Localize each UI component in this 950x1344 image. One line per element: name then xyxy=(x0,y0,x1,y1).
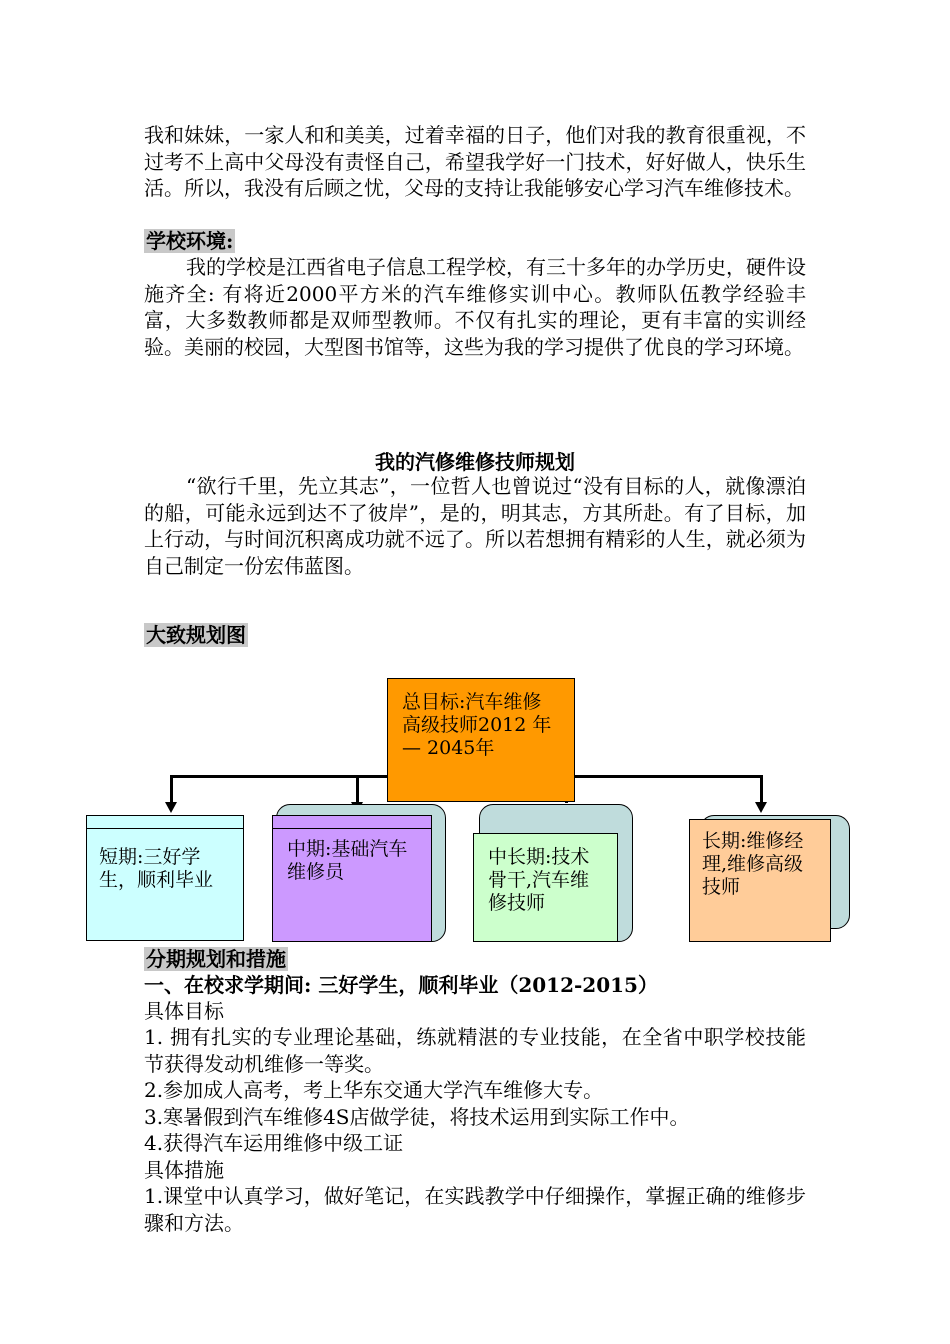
mid-term-text: 中期:基础汽车维修员 xyxy=(287,838,408,883)
school-paragraph: 我的学校是江西省电子信息工程学校，有三十多年的办学历史，硬件设施齐全: 有将近2000平方米的汽车维修实训中心。教师队伍教学经验丰富，大多数教师都是双师型教师。不仅有扎实的理论，更有丰富的实训经验。美丽的校园，大型图书馆等，这些为我的学习提供了优良的学习环境。 xyxy=(144,255,806,359)
goal-box xyxy=(387,678,575,802)
connector-mid xyxy=(356,775,359,803)
plan-title: 我的汽修维修技师规划 xyxy=(375,450,575,474)
school-heading: 学校环境: xyxy=(146,229,234,253)
goals-list xyxy=(144,1024,806,1236)
short-term-text: 短期:三好学生，顺利毕业 xyxy=(99,846,214,891)
chart-heading-line xyxy=(144,622,806,649)
chart-heading: 大致规划图 xyxy=(146,623,246,647)
long-term-text: 长期:维修经理,维修高级技师 xyxy=(702,830,804,898)
arrow-short xyxy=(165,802,177,813)
phase-heading-line xyxy=(144,946,806,973)
connector-short xyxy=(170,775,173,803)
phase1-title: 一、在校求学期间: 三好学生，顺利毕业（2012-2015） xyxy=(144,973,658,997)
short-term-band xyxy=(87,816,243,829)
short-term-box xyxy=(86,815,244,941)
intro-paragraph: 我和妹妹，一家人和和美美，过着幸福的日子，他们对我的教育很重视，不过考不上高中父母没有责怪自己，希望我学好一门技术，好好做人，快乐生活。所以，我没有后顾之忧，父母的支持让我能够安心学习汽车维修技术。 xyxy=(144,123,806,200)
arrow-long xyxy=(755,802,767,813)
goal-item: 4.获得汽车运用维修中级工证 xyxy=(144,1131,404,1155)
goal-item: 2.参加成人高考，考上华东交通大学汽车维修大专。 xyxy=(144,1078,604,1102)
measures-label: 具体措施 xyxy=(144,1157,224,1182)
plan-paragraph: “欲行千里，先立其志”，一位哲人也曾说过“没有目标的人，就像漂泊的船，可能永远到达不了彼岸”，是的，明其志，方其所赴。有了目标，加上行动，与时间沉积离成功就不远了。所以若想拥有精彩的人生，就必须为自己制定一份宏伟蓝图。 xyxy=(144,474,806,578)
connector-long xyxy=(760,775,763,803)
long-term-box xyxy=(689,819,831,942)
goal-item: 3.寒暑假到汽车维修4S店做学徒，将技术运用到实际工作中。 xyxy=(144,1104,690,1129)
phase-heading: 分期规划和措施 xyxy=(146,947,286,971)
goal-text: 总目标:汽车维修高级技师2012 年 — 2045年 xyxy=(402,691,552,759)
goals-label: 具体目标 xyxy=(144,999,224,1023)
measure-item: 1.课堂中认真学习，做好笔记，在实践教学中仔细操作，掌握正确的维修步骤和方法。 xyxy=(144,1184,806,1235)
mid-long-term-box xyxy=(473,833,618,942)
mid-term-box xyxy=(272,815,432,942)
school-heading-line xyxy=(144,228,806,255)
mid-long-term-text: 中长期:技术骨干,汽车维修技师 xyxy=(488,846,590,914)
mid-term-band xyxy=(273,816,431,829)
goal-item: 1. 拥有扎实的专业理论基础，练就精湛的专业技能，在全省中职学校技能节获得发动机维修一等奖。 xyxy=(144,1025,806,1076)
